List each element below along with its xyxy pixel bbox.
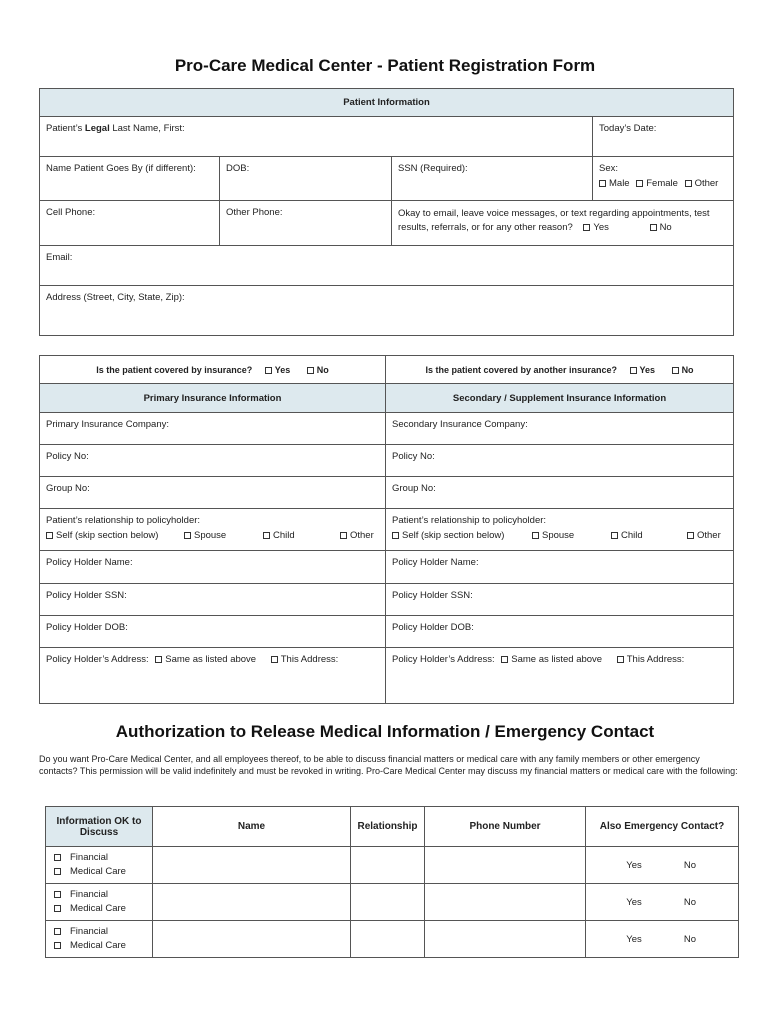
covered-another-question <box>386 356 734 384</box>
primary-rel-spouse-label: Spouse <box>194 530 227 541</box>
secondary-policy-no-label: Policy No: <box>392 451 435 462</box>
secondary-group-no-label: Group No: <box>392 483 436 494</box>
address-field[interactable] <box>40 286 734 336</box>
secondary-company-field[interactable] <box>386 413 734 445</box>
cell-phone-label: Cell Phone: <box>46 207 96 218</box>
primary-holder-dob-label: Policy Holder DOB: <box>46 622 128 633</box>
row3-no-option[interactable]: No <box>683 933 697 945</box>
dob-label: DOB: <box>226 163 250 174</box>
col-phone-header: Phone Number <box>425 807 586 847</box>
covered-another-no-label: No <box>681 364 694 375</box>
row2-phone-input[interactable] <box>425 884 586 921</box>
covered-another-yes-label: Yes <box>639 364 656 375</box>
authorization-table <box>45 806 739 958</box>
row2-emergency <box>586 884 739 921</box>
other-phone-field[interactable] <box>220 201 392 246</box>
primary-rel-child-label: Child <box>273 530 295 541</box>
row1-no-option[interactable]: No <box>683 859 697 871</box>
auth-row-2-options <box>46 884 153 921</box>
secondary-same-as-label: Same as listed above <box>511 654 603 665</box>
secondary-holder-ssn-field[interactable] <box>386 584 734 616</box>
row2-no-option[interactable]: No <box>683 896 697 908</box>
secondary-group-no-field[interactable] <box>386 477 734 509</box>
row2-name-input[interactable] <box>153 884 351 921</box>
row3-relationship-input[interactable] <box>351 921 425 958</box>
row1-yes-option[interactable]: Yes <box>626 859 642 871</box>
email-label: Email: <box>46 252 73 263</box>
primary-same-as-label: Same as listed above <box>165 654 257 665</box>
row2-financial-label: Financial <box>70 889 109 900</box>
primary-holder-name-field[interactable] <box>40 551 386 584</box>
okay-to-contact-field <box>392 201 734 246</box>
row3-name-input[interactable] <box>153 921 351 958</box>
primary-company-field[interactable] <box>40 413 386 445</box>
sex-other-label: Other <box>694 178 719 189</box>
primary-insurance-header: Primary Insurance Information <box>40 384 386 413</box>
row2-financial-checkbox[interactable] <box>54 891 61 898</box>
covered-yes-checkbox[interactable] <box>265 367 272 374</box>
covered-another-yes-checkbox[interactable] <box>630 367 637 374</box>
secondary-relationship-field <box>386 509 734 551</box>
authorization-title: Authorization to Release Medical Information / Emergency Contact <box>115 722 655 741</box>
covered-no-checkbox[interactable] <box>307 367 314 374</box>
secondary-holder-address-label: Policy Holder’s Address: <box>392 654 495 665</box>
row3-phone-input[interactable] <box>425 921 586 958</box>
primary-this-address-label: This Address: <box>280 654 339 665</box>
row1-emergency <box>586 847 739 884</box>
okay-yes-checkbox[interactable] <box>583 224 590 231</box>
address-label: Address (Street, City, State, Zip): <box>46 292 185 303</box>
auth-row-3-options <box>46 921 153 958</box>
primary-group-no-label: Group No: <box>46 483 90 494</box>
row2-medical-checkbox[interactable] <box>54 905 61 912</box>
secondary-holder-dob-field[interactable] <box>386 616 734 648</box>
row2-yes-option[interactable]: Yes <box>626 896 642 908</box>
patient-information-table <box>39 88 734 336</box>
row3-yes-option[interactable]: Yes <box>626 933 642 945</box>
primary-holder-address-label: Policy Holder’s Address: <box>46 654 149 665</box>
primary-holder-dob-field[interactable] <box>40 616 386 648</box>
primary-holder-name-label: Policy Holder Name: <box>46 557 133 568</box>
primary-policy-no-field[interactable] <box>40 445 386 477</box>
page-title: Pro-Care Medical Center - Patient Registration Form <box>174 56 596 75</box>
covered-question-label: Is the patient covered by insurance? <box>96 364 253 375</box>
primary-rel-self-checkbox[interactable] <box>46 532 53 539</box>
row3-financial-label: Financial <box>70 926 109 937</box>
secondary-rel-other-label: Other <box>697 530 721 541</box>
secondary-this-address-label: This Address: <box>626 654 685 665</box>
legal-name-label-pre: Patient’s <box>46 123 85 134</box>
row1-medical-checkbox[interactable] <box>54 868 61 875</box>
row3-emergency <box>586 921 739 958</box>
covered-question <box>40 356 386 384</box>
todays-date-label: Today’s Date: <box>599 123 657 134</box>
sex-male-checkbox[interactable] <box>599 180 606 187</box>
goes-by-label: Name Patient Goes By (if different): <box>46 163 196 174</box>
primary-holder-ssn-label: Policy Holder SSN: <box>46 590 127 601</box>
okay-no-checkbox[interactable] <box>650 224 657 231</box>
okay-to-contact-text: Okay to email, leave voice messages, or text regarding appointments, test results, referrals, or for any other reason? <box>398 208 710 233</box>
primary-rel-other-checkbox[interactable] <box>340 532 347 539</box>
row3-medical-label: Medical Care <box>70 940 126 951</box>
secondary-holder-address-field <box>386 648 734 704</box>
primary-holder-ssn-field[interactable] <box>40 584 386 616</box>
sex-male-label: Male <box>609 178 630 189</box>
secondary-rel-self-checkbox[interactable] <box>392 532 399 539</box>
cell-phone-field[interactable] <box>40 201 220 246</box>
secondary-holder-name-label: Policy Holder Name: <box>392 557 479 568</box>
sex-label: Sex: <box>599 163 619 174</box>
sex-female-checkbox[interactable] <box>636 180 643 187</box>
row1-financial-checkbox[interactable] <box>54 854 61 861</box>
primary-policy-no-label: Policy No: <box>46 451 89 462</box>
primary-same-as-checkbox[interactable] <box>155 656 162 663</box>
authorization-text: Do you want Pro-Care Medical Center, and all employees thereof, to be able to discuss financial matters or medical care with any family members or other emergency contacts? This permission will be valid indefinitely and must be revoked in writing. Pro-Care Medical Center may discuss my financial matters or medical care with the following: <box>39 754 738 776</box>
covered-another-no-checkbox[interactable] <box>672 367 679 374</box>
row1-relationship-input[interactable] <box>351 847 425 884</box>
sex-field <box>593 157 734 201</box>
secondary-rel-child-checkbox[interactable] <box>611 532 618 539</box>
primary-rel-other-label: Other <box>350 530 374 541</box>
col-name-header: Name <box>153 807 351 847</box>
legal-name-label-post: Last Name, First: <box>109 123 185 134</box>
row3-medical-checkbox[interactable] <box>54 942 61 949</box>
sex-other-checkbox[interactable] <box>685 180 692 187</box>
primary-company-label: Primary Insurance Company: <box>46 419 170 430</box>
secondary-policy-no-field[interactable] <box>386 445 734 477</box>
secondary-rel-spouse-label: Spouse <box>542 530 575 541</box>
secondary-this-address-checkbox[interactable] <box>617 656 624 663</box>
col-info-header: Information OK to Discuss <box>46 807 153 847</box>
auth-row-1-options <box>46 847 153 884</box>
secondary-insurance-header: Secondary / Supplement Insurance Information <box>386 384 734 413</box>
primary-relationship-field <box>40 509 386 551</box>
primary-rel-child-checkbox[interactable] <box>263 532 270 539</box>
legal-name-field[interactable] <box>40 117 593 157</box>
todays-date-field[interactable] <box>593 117 734 157</box>
patient-info-header: Patient Information <box>40 89 734 117</box>
other-phone-label: Other Phone: <box>226 207 283 218</box>
secondary-relationship-label: Patient’s relationship to policyholder: <box>392 515 547 526</box>
primary-group-no-field[interactable] <box>40 477 386 509</box>
secondary-rel-other-checkbox[interactable] <box>687 532 694 539</box>
secondary-rel-spouse-checkbox[interactable] <box>532 532 539 539</box>
primary-relationship-label: Patient’s relationship to policyholder: <box>46 515 201 526</box>
covered-no-label: No <box>316 364 329 375</box>
insurance-table <box>39 355 734 704</box>
secondary-company-label: Secondary Insurance Company: <box>392 419 528 430</box>
goes-by-field[interactable] <box>40 157 220 201</box>
primary-holder-address-field <box>40 648 386 704</box>
ssn-field[interactable] <box>392 157 593 201</box>
dob-field[interactable] <box>220 157 392 201</box>
secondary-holder-dob-label: Policy Holder DOB: <box>392 622 474 633</box>
secondary-holder-name-field[interactable] <box>386 551 734 584</box>
okay-no-label: No <box>659 222 672 233</box>
primary-rel-spouse-checkbox[interactable] <box>184 532 191 539</box>
covered-another-label: Is the patient covered by another insurance? <box>425 364 617 375</box>
secondary-holder-ssn-label: Policy Holder SSN: <box>392 590 473 601</box>
email-field[interactable] <box>40 246 734 286</box>
secondary-same-as-checkbox[interactable] <box>501 656 508 663</box>
secondary-rel-child-label: Child <box>621 530 643 541</box>
okay-yes-label: Yes <box>593 222 609 233</box>
sex-female-label: Female <box>646 178 678 189</box>
covered-yes-label: Yes <box>274 364 291 375</box>
row1-medical-label: Medical Care <box>70 866 126 877</box>
row1-phone-input[interactable] <box>425 847 586 884</box>
row1-financial-label: Financial <box>70 852 109 863</box>
col-emergency-header: Also Emergency Contact? <box>586 807 739 847</box>
secondary-rel-self-label: Self (skip section below) <box>402 530 505 541</box>
row2-relationship-input[interactable] <box>351 884 425 921</box>
primary-this-address-checkbox[interactable] <box>271 656 278 663</box>
primary-rel-self-label: Self (skip section below) <box>56 530 159 541</box>
row1-name-input[interactable] <box>153 847 351 884</box>
legal-name-label-bold: Legal <box>84 123 110 134</box>
ssn-label: SSN (Required): <box>398 163 468 174</box>
row2-medical-label: Medical Care <box>70 903 126 914</box>
row3-financial-checkbox[interactable] <box>54 928 61 935</box>
col-relationship-header: Relationship <box>351 807 425 847</box>
